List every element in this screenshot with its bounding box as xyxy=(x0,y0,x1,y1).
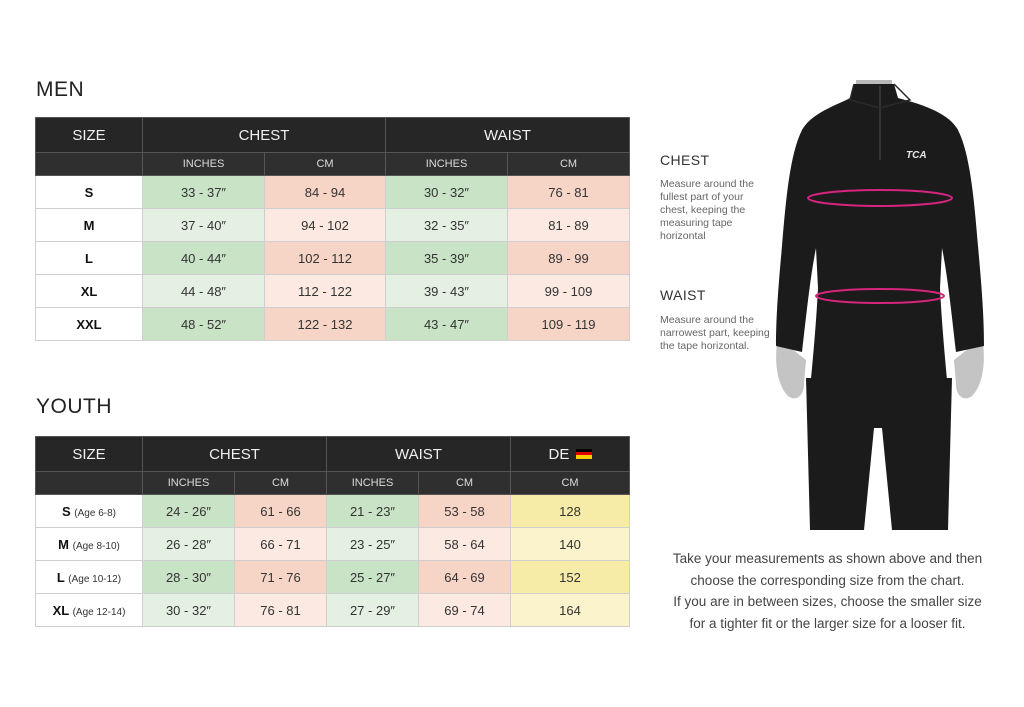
subheader-chest-cm: CM xyxy=(265,153,386,176)
chest-inches-cell: 48 - 52″ xyxy=(143,308,265,341)
size-label xyxy=(36,528,143,561)
header-size: SIZE xyxy=(36,118,143,153)
size-letter: XL xyxy=(52,602,69,618)
subheader-waist-cm: CM xyxy=(419,472,511,495)
age-range: (Age 12-14) xyxy=(72,606,126,618)
note-line-4: for a tighter fit or the larger size for a looser fit. xyxy=(689,615,966,631)
chest-inches-cell: 40 - 44″ xyxy=(143,242,265,275)
table-row xyxy=(36,495,630,528)
waist-cm-cell: 89 - 99 xyxy=(508,242,630,275)
men-size-table xyxy=(35,117,630,341)
size-label: L xyxy=(36,242,143,275)
waist-cm-cell: 99 - 109 xyxy=(508,275,630,308)
waist-cm-cell: 109 - 119 xyxy=(508,308,630,341)
size-letter: L xyxy=(56,569,65,585)
waist-inches-cell: 25 - 27″ xyxy=(327,561,419,594)
waist-cm-cell: 58 - 64 xyxy=(419,528,511,561)
table-row xyxy=(36,242,630,275)
tca-logo: TCA xyxy=(906,150,927,161)
subheader-waist-inches: INCHES xyxy=(386,153,508,176)
waist-cm-cell: 69 - 74 xyxy=(419,594,511,627)
chest-cm-cell: 94 - 102 xyxy=(265,209,386,242)
subheader-de-cm: CM xyxy=(511,472,630,495)
table-row xyxy=(36,209,630,242)
chest-cm-cell: 84 - 94 xyxy=(265,176,386,209)
chest-inches-cell: 24 - 26″ xyxy=(143,495,235,528)
waist-inches-cell: 32 - 35″ xyxy=(386,209,508,242)
chest-inches-cell: 30 - 32″ xyxy=(143,594,235,627)
header-chest: CHEST xyxy=(143,437,327,472)
header-de xyxy=(511,437,630,472)
de-size-cell: 128 xyxy=(511,495,630,528)
header-de-label: DE xyxy=(548,445,570,463)
size-label: XL xyxy=(36,275,143,308)
chest-inches-cell: 37 - 40″ xyxy=(143,209,265,242)
age-range: (Age 6-8) xyxy=(74,507,116,519)
waist-inches-cell: 23 - 25″ xyxy=(327,528,419,561)
note-line-2: choose the corresponding size from the chart. xyxy=(690,572,965,588)
size-label xyxy=(36,561,143,594)
waist-inches-cell: 35 - 39″ xyxy=(386,242,508,275)
header-size: SIZE xyxy=(36,437,143,472)
header-chest: CHEST xyxy=(143,118,386,153)
chest-inches-cell: 28 - 30″ xyxy=(143,561,235,594)
waist-cm-cell: 76 - 81 xyxy=(508,176,630,209)
table-row xyxy=(36,594,630,627)
header-waist: WAIST xyxy=(386,118,630,153)
subheader-blank xyxy=(36,153,143,176)
subheader-blank xyxy=(36,472,143,495)
chest-inches-cell: 33 - 37″ xyxy=(143,176,265,209)
de-size-cell: 152 xyxy=(511,561,630,594)
youth-title: YOUTH xyxy=(36,395,112,418)
table-row xyxy=(36,176,630,209)
waist-measure-desc: Measure around the narrowest part, keeping the tape horizontal. xyxy=(660,314,770,352)
waist-cm-cell: 81 - 89 xyxy=(508,209,630,242)
subheader-waist-inches: INCHES xyxy=(327,472,419,495)
waist-inches-cell: 27 - 29″ xyxy=(327,594,419,627)
header-waist: WAIST xyxy=(327,437,511,472)
note-line-1: Take your measurements as shown above and then xyxy=(672,551,983,566)
size-letter: S xyxy=(62,503,71,519)
age-range: (Age 10-12) xyxy=(68,573,122,585)
chest-cm-cell: 122 - 132 xyxy=(265,308,386,341)
youth-size-table xyxy=(35,436,630,627)
waist-measure-title: WAIST xyxy=(660,287,706,303)
size-label: M xyxy=(36,209,143,242)
waist-cm-cell: 53 - 58 xyxy=(419,495,511,528)
table-row xyxy=(36,561,630,594)
chest-cm-cell: 71 - 76 xyxy=(235,561,327,594)
chest-cm-cell: 61 - 66 xyxy=(235,495,327,528)
age-range: (Age 8-10) xyxy=(72,540,120,552)
chest-cm-cell: 66 - 71 xyxy=(235,528,327,561)
size-label xyxy=(36,594,143,627)
chest-inches-cell: 26 - 28″ xyxy=(143,528,235,561)
de-size-cell: 140 xyxy=(511,528,630,561)
germany-flag-icon xyxy=(576,449,592,459)
table-row xyxy=(36,308,630,341)
table-row xyxy=(36,275,630,308)
chest-measure-title: CHEST xyxy=(660,152,710,168)
chest-cm-cell: 102 - 112 xyxy=(265,242,386,275)
size-label: XXL xyxy=(36,308,143,341)
waist-inches-cell: 21 - 23″ xyxy=(327,495,419,528)
subheader-waist-cm: CM xyxy=(508,153,630,176)
chest-cm-cell: 112 - 122 xyxy=(265,275,386,308)
subheader-chest-inches: INCHES xyxy=(143,153,265,176)
tights-legs xyxy=(806,378,952,530)
chest-measure-desc: Measure around the fullest part of your chest, keeping the measuring tape horizontal xyxy=(660,178,754,242)
note-line-3: If you are in between sizes, choose the smaller size xyxy=(673,594,982,609)
sizing-guidance-note xyxy=(660,548,995,634)
subheader-chest-cm: CM xyxy=(235,472,327,495)
waist-inches-cell: 30 - 32″ xyxy=(386,176,508,209)
waist-inches-cell: 39 - 43″ xyxy=(386,275,508,308)
men-title: MEN xyxy=(36,78,85,101)
size-letter: M xyxy=(58,536,69,552)
de-size-cell: 164 xyxy=(511,594,630,627)
waist-cm-cell: 64 - 69 xyxy=(419,561,511,594)
chest-inches-cell: 44 - 48″ xyxy=(143,275,265,308)
size-label xyxy=(36,495,143,528)
size-label: S xyxy=(36,176,143,209)
table-row xyxy=(36,528,630,561)
waist-inches-cell: 43 - 47″ xyxy=(386,308,508,341)
garment-figure-illustration xyxy=(770,78,990,534)
subheader-chest-inches: INCHES xyxy=(143,472,235,495)
chest-cm-cell: 76 - 81 xyxy=(235,594,327,627)
